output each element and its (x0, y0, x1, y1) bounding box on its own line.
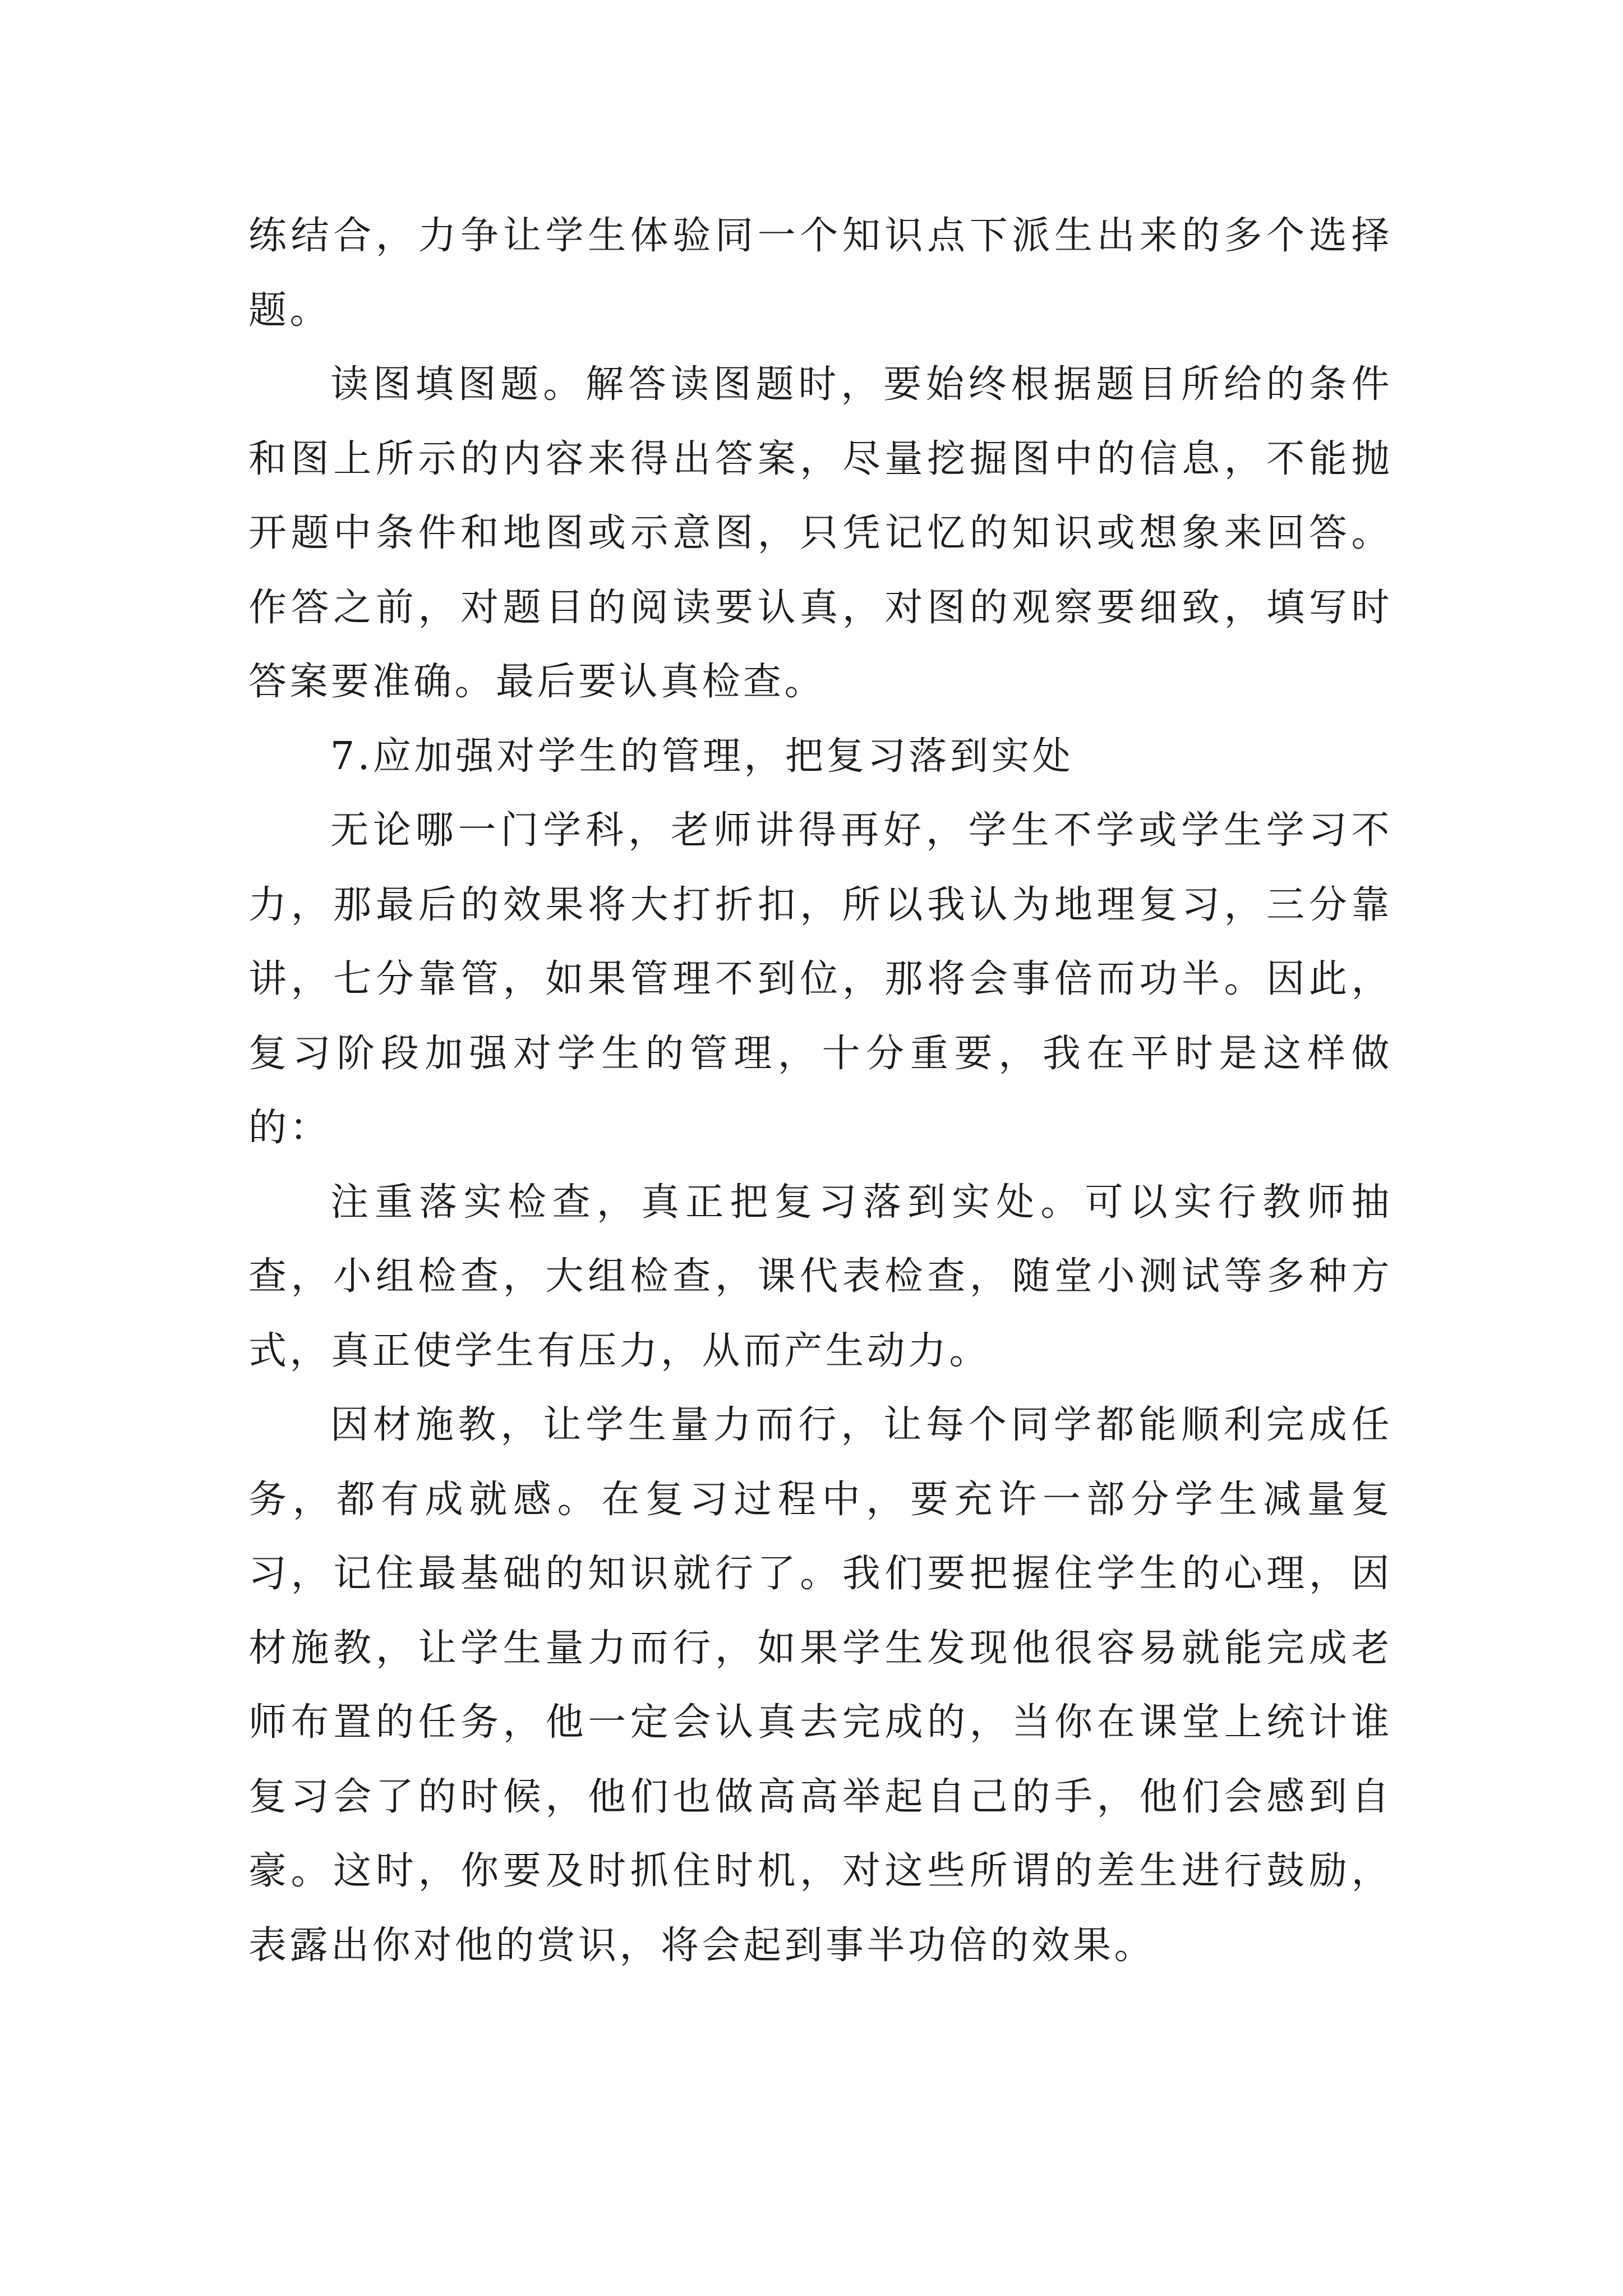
paragraph-5: 因材施教，让学生量力而行，让每个同学都能顺利完成任务，都有成就感。在复习过程中，要充许一部分学生减量复习，记住最基础的知识就行了。我们要把握住学生的心理，因材施教，让学生量力而行，如果学生发现他很容易就能完成老师布置的任务，他一定会认真去完成的，当你在课堂上统计谁复习会了的时候，他们也做高高举起自己的手，他们会感到自豪。这时，你要及时抓住时机，对这些所谓的差生进行鼓励，表露出你对他的赏识，将会起到事半功倍的效果。 (248, 1403, 1393, 1968)
paragraph-2: 读图填图题。解答读图题时，要始终根据题目所给的条件和图上所示的内容来得出答案，尽量挖掘图中的信息，不能抛开题中条件和地图或示意图，只凭记忆的知识或想象来回答。作答之前，对题目的阅读要认真，对图的观察要细致，填写时答案要准确。最后要认真检查。 (248, 362, 1393, 704)
section-heading: 7.应加强对学生的管理，把复习落到实处 (330, 734, 1074, 779)
paragraph-1: 练结合，力争让学生体验同一个知识点下派生出来的多个选择题。 (248, 214, 1393, 333)
paragraph-4: 注重落实检查，真正把复习落到实处。可以实行教师抽查，小组检查，大组检查，课代表检查，随堂小测试等多种方式，真正使学生有压力，从而产生动力。 (248, 1180, 1393, 1373)
body-text (248, 199, 1393, 1983)
paragraph-3: 无论哪一门学科，老师讲得再好，学生不学或学生学习不力，那最后的效果将大打折扣，所以我认为地理复习，三分靠讲，七分靠管，如果管理不到位，那将会事倍而功半。因此，复习阶段加强对学生的管理，十分重要，我在平时是这样做的： (248, 808, 1393, 1150)
